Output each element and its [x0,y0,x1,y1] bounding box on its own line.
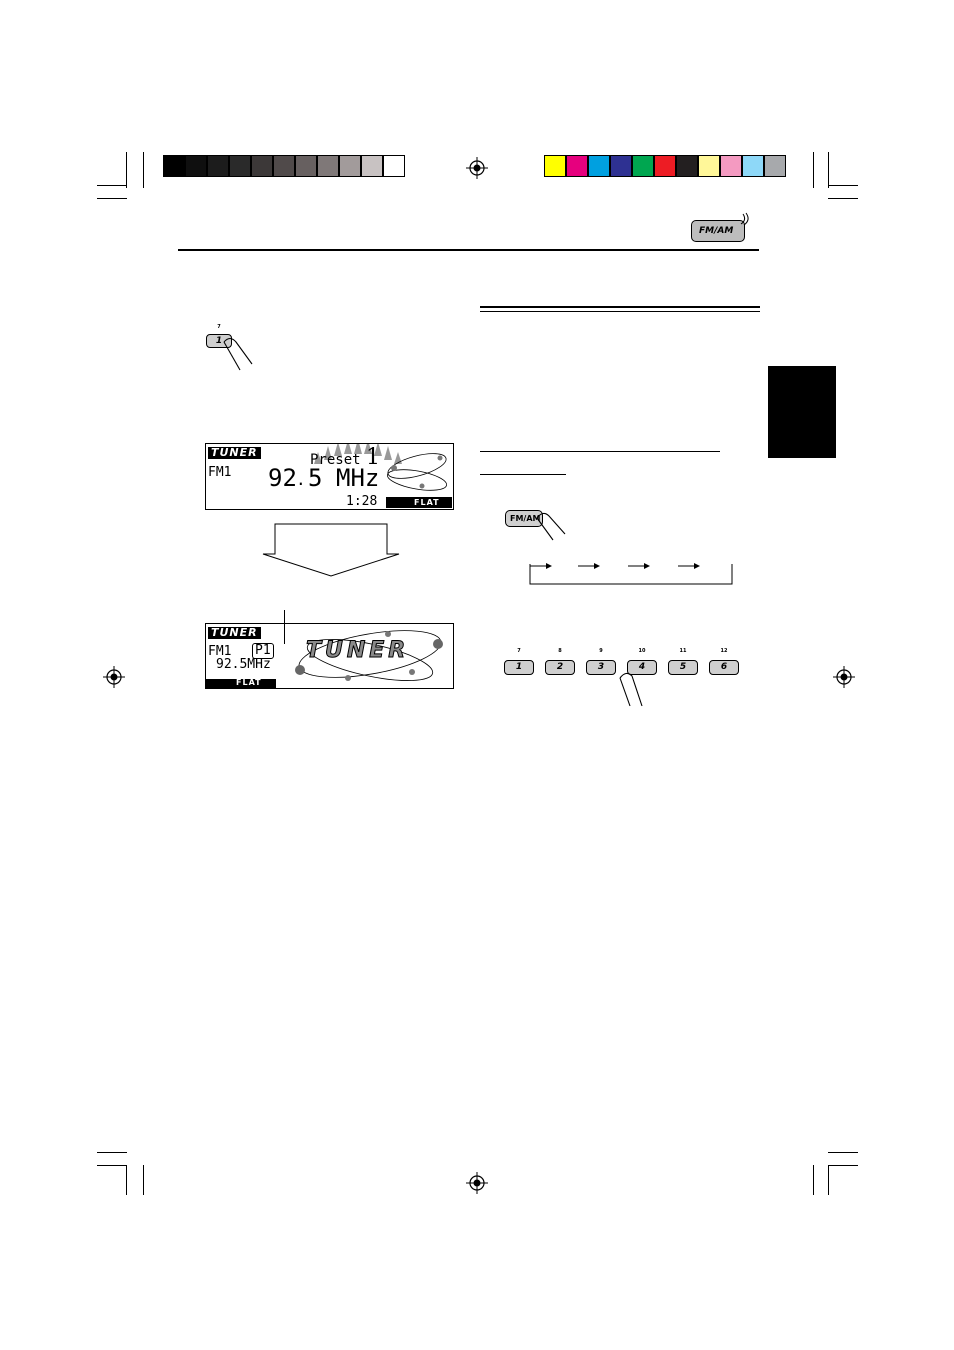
band-label: FM1 [208,644,232,659]
tuner-badge: TUNER [208,627,261,639]
crop-mark [97,198,127,199]
finger-press-icon [215,336,258,376]
eq-flat-label: FLAT [414,498,440,507]
color-swatch [632,155,654,177]
eq-flat-label: FLAT [236,678,262,687]
preset-button-4[interactable]: 4 [627,660,657,675]
section-rule [480,306,760,308]
crop-mark [813,1165,814,1195]
frequency-unit: MHz [336,464,380,492]
color-swatch [163,155,185,177]
crop-mark [828,1165,829,1195]
crop-mark [813,152,814,188]
gray-calibration-bar [163,155,405,177]
color-swatch [229,155,251,177]
finger-press-icon [614,668,648,708]
section-rule [480,311,760,312]
preset-small-number: 11 [679,648,687,654]
crop-mark [828,1152,858,1153]
down-arrow-icon [260,522,402,578]
eq-flat-bar [386,497,452,508]
color-swatch [295,155,317,177]
preset-small-number: 8 [558,648,562,654]
color-swatch [764,155,786,177]
band-cycle-diagram [526,558,736,588]
fmam-header-icon [691,218,747,244]
preset-button-1[interactable]: 1 [504,660,534,675]
crop-mark [828,1165,858,1166]
preset-small-number: 7 [217,324,221,330]
color-swatch [207,155,229,177]
preset-small-number: 9 [599,648,603,654]
registration-mark-icon [833,666,855,688]
preset-button-2[interactable]: 2 [545,660,575,675]
band-label: FM1 [208,465,232,480]
frequency-decimal: 5 [308,464,323,492]
preset-box: P1 [252,643,274,659]
color-swatch [610,155,632,177]
color-swatch [720,155,742,177]
color-swatch [544,155,566,177]
preset-button-1[interactable] [204,324,254,374]
callout-line [284,610,285,644]
crop-mark [143,152,144,188]
heading-underline [480,474,566,475]
heading-underline [480,451,720,452]
color-swatch [273,155,295,177]
preset-button-3[interactable]: 3 [586,660,616,675]
tuner-display-preset-flash [205,443,454,510]
color-swatch [185,155,207,177]
color-calibration-bar [544,155,786,177]
signal-waves-icon [739,212,753,226]
header-rule [178,249,759,251]
color-swatch [676,155,698,177]
orbit-graphic-icon [382,446,452,496]
crop-mark [97,1165,127,1166]
preset-button-6[interactable]: 6 [709,660,739,675]
preset-small-number: 10 [638,648,646,654]
tuner-display-stored [205,623,454,689]
frequency-integer: 92 [268,464,297,492]
preset-small-number: 12 [720,648,728,654]
eq-flat-bar [206,679,276,688]
clock-time: 1:28 [346,494,378,509]
language-side-tab [768,366,836,458]
fmam-button[interactable] [505,508,565,542]
tuner-logo-text: TUNER [306,638,410,663]
frequency-dot: . [296,470,306,489]
color-swatch [339,155,361,177]
registration-mark-icon [466,1172,488,1194]
crop-mark [126,152,127,188]
crop-mark [97,1152,127,1153]
color-swatch [361,155,383,177]
tuner-badge: TUNER [208,447,261,459]
preset-number: 1 [366,445,380,470]
preset-small-number: 7 [517,648,521,654]
fmam-header-label: FM/AM [699,226,734,236]
color-swatch [588,155,610,177]
crop-mark [828,152,829,188]
color-swatch [742,155,764,177]
crop-mark [828,198,858,199]
color-swatch [654,155,676,177]
color-swatch [251,155,273,177]
preset-button-label: 1 [215,336,223,346]
crop-mark [126,1165,127,1195]
frequency-readout: 92.5MHz [216,657,271,672]
preset-text: Preset [310,452,361,468]
preset-button-5[interactable]: 5 [668,660,698,675]
color-swatch [698,155,720,177]
registration-mark-icon [103,666,125,688]
color-swatch [566,155,588,177]
color-swatch [317,155,339,177]
crop-mark [97,185,127,186]
registration-mark-icon [466,157,488,179]
color-swatch [383,155,405,177]
fmam-button-label: FM/AM [510,514,541,523]
crop-mark [828,185,858,186]
crop-mark [143,1165,144,1195]
finger-press-icon [533,510,567,542]
